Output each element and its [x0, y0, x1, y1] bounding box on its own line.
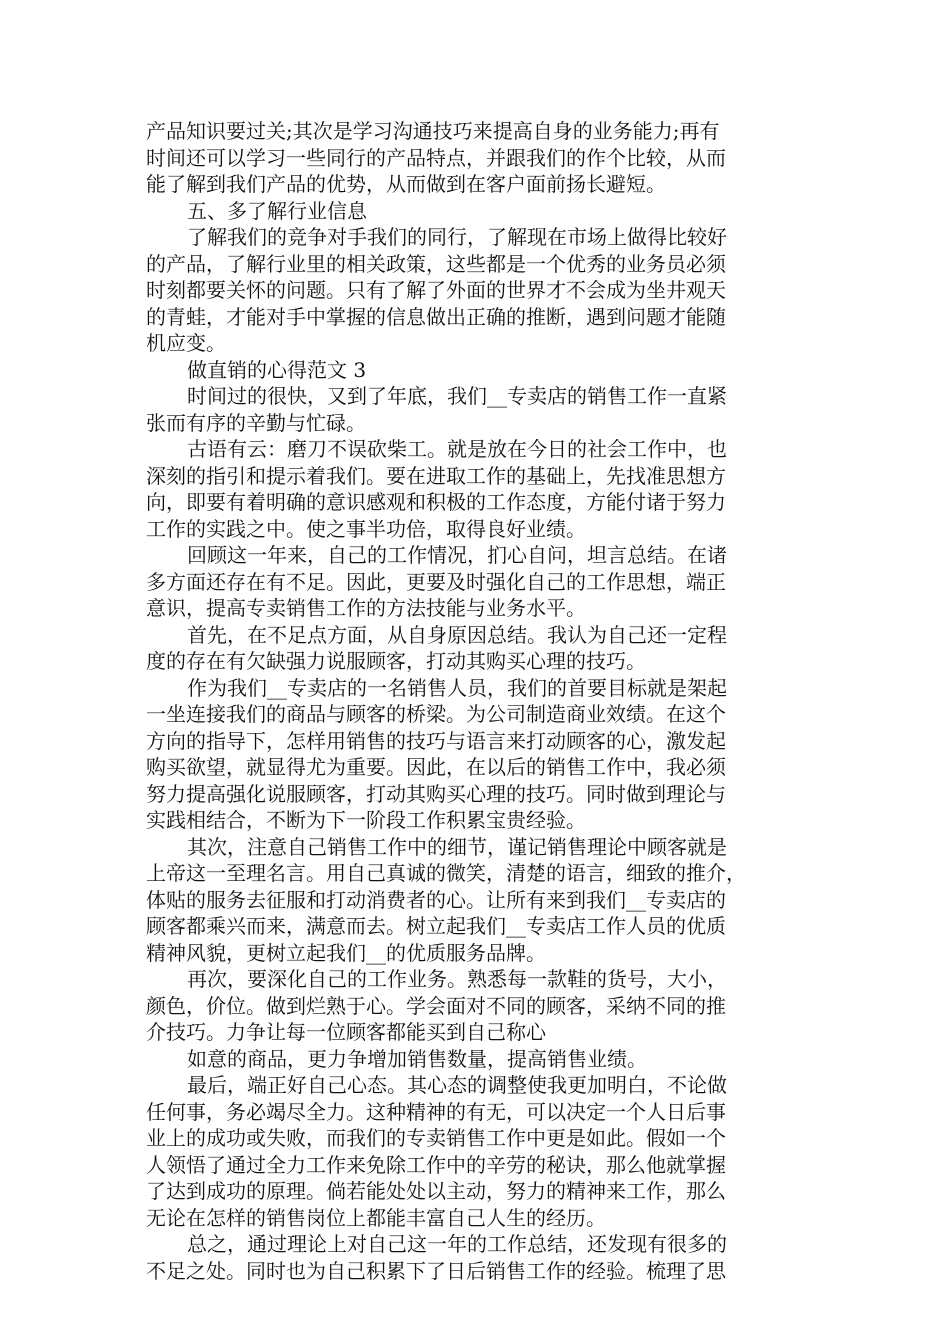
text-line: 如意的商品，更力争增加销售数量，提高销售业绩。 — [187, 1046, 647, 1071]
document-body — [146, 118, 810, 1284]
text-line: 工作的实践之中。使之事半功倍，取得良好业绩。 — [146, 516, 586, 541]
text-line: 一坐连接我们的商品与顾客的桥梁。为公司制造商业效绩。在这个 — [146, 702, 726, 726]
text-line: 首先，在不足点方面，从自身原因总结。我认为自己还一定程 — [187, 622, 727, 647]
text-line: 时间过的很快，又到了年底，我们__专卖店的销售工作一直紧 — [187, 384, 727, 408]
text-line: 总之，通过理论上对自己这一年的工作总结，还发现有很多的 — [187, 1232, 727, 1256]
text-line: 时间还可以学习一些同行的产品特点，并跟我们的作个比较，从而 — [146, 145, 726, 170]
text-line: 五、多了解行业信息 — [187, 198, 367, 223]
text-line: 度的存在有欠缺强力说服顾客，打动其购买心理的技巧。 — [146, 649, 646, 673]
text-line: 不足之处。同时也为自己积累下了日后销售工作的经验。梳理了思 — [146, 1258, 726, 1283]
text-line: 的青蛙，才能对手中掌握的信息做出正确的推断，遇到问题才能随 — [146, 304, 726, 329]
text-line: 体贴的服务去征服和打动消费者的心。让所有来到我们__专卖店的 — [146, 887, 726, 912]
text-line: 做直销的心得范文 3 — [187, 357, 367, 382]
text-line: 回顾这一年来，自己的工作情况，扪心自问，坦言总结。在诸 — [187, 543, 727, 567]
text-line: 介技巧。力争让每一位顾客都能买到自己称心 — [146, 1020, 546, 1044]
text-line: 张而有序的辛勤与忙碌。 — [146, 410, 366, 435]
text-line: 古语有云：磨刀不误砍柴工。就是放在今日的社会工作中，也 — [187, 437, 727, 461]
text-line: 人领悟了通过全力工作来免除工作中的辛劳的秘诀，那么他就掌握 — [146, 1152, 726, 1177]
text-line: 精神风貌，更树立起我们__的优质服务品牌。 — [146, 940, 546, 965]
text-line: 产品知识要过关;其次是学习沟通技巧来提高自身的业务能力;再有 — [146, 119, 720, 143]
text-line: 实践相结合，不断为下一阶段工作积累宝贵经验。 — [146, 808, 586, 832]
text-line: 任何事，务必竭尽全力。这种精神的有无，可以决定一个人日后事 — [146, 1099, 726, 1124]
text-line: 了达到成功的原理。倘若能处处以主动，努力的精神来工作，那么 — [146, 1179, 726, 1203]
text-line: 其次，注意自己销售工作中的细节，谨记销售理论中顾客就是 — [187, 834, 727, 859]
text-line: 多方面还存在有不足。因此，更要及时强化自己的工作思想，端正 — [146, 569, 726, 594]
text-line: 努力提高强化说服顾客，打动其购买心理的技巧。同时做到理论与 — [146, 781, 726, 806]
text-line: 时刻都要关怀的问题。只有了解了外面的世界才不会成为坐井观天 — [146, 278, 726, 302]
text-line: 上帝这一至理名言。用自己真诚的微笑，清楚的语言，细致的推介， — [146, 861, 746, 885]
text-line: 颜色，价位。做到烂熟于心。学会面对不同的顾客，采纳不同的推 — [146, 993, 726, 1018]
text-line: 向，即要有着明确的意识感观和积极的工作态度，方能付诸于努力 — [146, 490, 726, 514]
text-line: 的产品，了解行业里的相关政策，这些都是一个优秀的业务员必须 — [146, 251, 726, 276]
text-line: 无论在怎样的销售岗位上都能丰富自己人生的经历。 — [146, 1205, 606, 1230]
text-line: 作为我们__专卖店的一名销售人员，我们的首要目标就是架起 — [187, 675, 727, 700]
text-line: 方向的指导下，怎样用销售的技巧与语言来打动顾客的心，激发起 — [146, 728, 726, 753]
text-line: 购买欲望，就显得尤为重要。因此，在以后的销售工作中，我必须 — [146, 755, 726, 779]
text-line: 再次，要深化自己的工作业务。熟悉每一款鞋的货号，大小， — [187, 967, 727, 991]
text-line: 能了解到我们产品的优势，从而做到在客户面前扬长避短。 — [146, 172, 666, 196]
text-line: 深刻的指引和提示着我们。要在进取工作的基础上，先找准思想方 — [146, 463, 726, 488]
text-line: 业上的成功或失败，而我们的专卖销售工作中更是如此。假如一个 — [146, 1126, 726, 1150]
text-line: 了解我们的竞争对手我们的同行，了解现在市场上做得比较好 — [187, 225, 727, 249]
text-line: 机应变。 — [146, 331, 226, 355]
text-line: 顾客都乘兴而来，满意而去。树立起我们__专卖店工作人员的优质 — [146, 914, 726, 938]
text-line: 最后，端正好自己心态。其心态的调整使我更加明白，不论做 — [187, 1073, 727, 1097]
text-line: 意识，提高专卖销售工作的方法技能与业务水平。 — [146, 596, 586, 620]
